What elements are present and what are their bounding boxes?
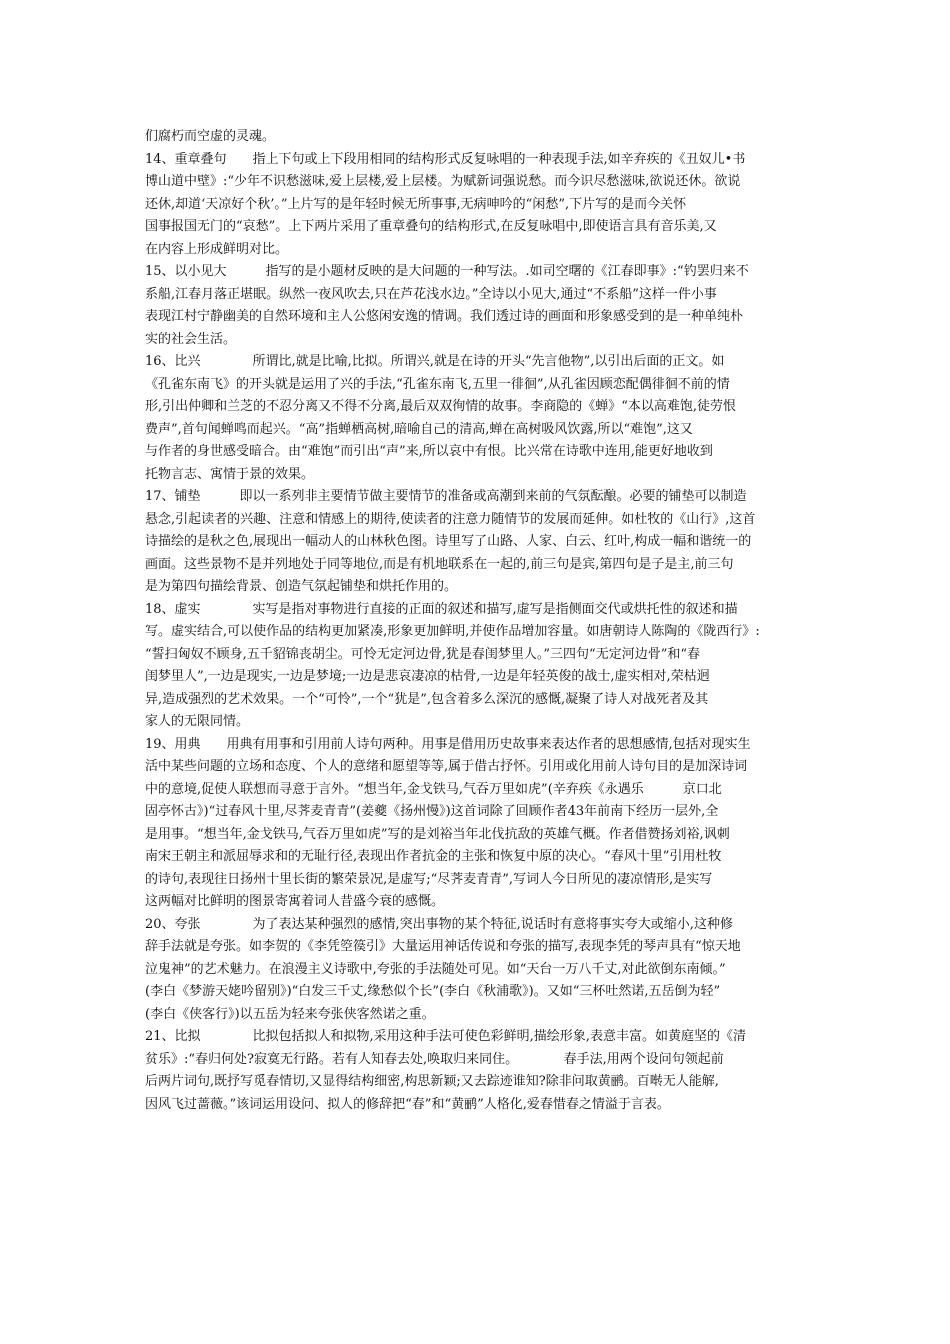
text-line: 形,引出仲卿和兰芝的不忍分离又不得不分离,最后双双徇情的故事。李商隐的《蝉》“本以高难饱,徒劳恨 (145, 399, 737, 414)
text-line: 固亭怀古》)“过春风十里,尽荠麦青青”(姜夔《扬州慢》)这首词除了回顾作者43年前南下经历一层外,全 (145, 804, 719, 819)
text-line: 家人的无限同情。 (145, 714, 250, 729)
text-line: 表现江村宁静幽美的自然环境和主人公悠闲安逸的情调。我们透过诗的画面和形象感受到的是一种单纯朴 (145, 309, 744, 324)
text-line: 系船,江春月落正堪眠。纵然一夜风吹去,只在芦花浅水边。”全诗以小见大,通过“不系船”这样一件小事 (145, 286, 717, 302)
text-line: 这两幅对比鲜明的图景寄寓着词人昔盛今衰的感慨。 (145, 894, 445, 909)
text-line: 闺梦里人”,一边是现实,一边是梦境;一边是悲哀凄凉的枯骨,一边是年轻英俊的战士,虚实相对,荣枯迥 (145, 669, 710, 684)
document-body (145, 126, 817, 1116)
text-line: 15、以小见大 指写的是小题材反映的是大问题的一种写法。.如司空曙的《江春即事》:“钓罢归来不 (145, 264, 749, 279)
text-line: 写。虚实结合,可以使作品的结构更加紧凑,形象更加鲜明,并使作品增加容量。如唐朝诗人陈陶的《陇西行》: (145, 624, 760, 639)
text-line: 博山道中壁》:“少年不识愁滋味,爱上层楼,爱上层楼。为赋新词强说愁。而今识尽愁滋味,欲说还休。欲说 (145, 174, 741, 189)
text-line: 《孔雀东南飞》的开头就是运用了兴的手法,“孔雀东南飞,五里一徘徊”,从孔雀因顾恋配偶徘徊不前的情 (145, 376, 730, 392)
text-line: 是为第四句描绘背景、创造气氛起铺垫和烘托作用的。 (145, 579, 458, 594)
text-line: 画面。这些景物不是并列地处于同等地位,而是有机地联系在一起的,前三句是宾,第四句是子是主,前三句 (145, 556, 734, 572)
text-line: 还休,却道‘天凉好个秋’。”上片写的是年轻时候无所事事,无病呻吟的“闲愁”,下片写的是而今关怀 (145, 196, 687, 212)
text-line: 20、夸张 为了表达某种强烈的感情,突出事物的某个特征,说话时有意将事实夸大或缩小,这种修 (145, 916, 733, 932)
text-line: 费声”,首句闻蝉鸣而起兴。“高”指蝉栖高树,暗喻自己的清高,蝉在高树吸风饮露,所以“难饱”,这又 (145, 421, 693, 437)
text-line: 国事报国无门的“哀愁”。上下两片采用了重章叠句的结构形式,在反复咏唱中,即使语言具有音乐美,又 (145, 219, 717, 234)
text-line: 托物言志、寓情于景的效果。 (145, 466, 315, 482)
text-line: 因风飞过蔷薇。”该词运用设问、拟人的修辞把“春”和“黄鹂”人格化,爱春惜春之情溢于言表。 (145, 1096, 670, 1112)
text-line: 后两片词句,既抒写觅春情切,又显得结构细密,构思新颖;又去踪迹谁知?除非问取黄鹂。百啭无人能解, (145, 1074, 719, 1089)
text-line: 17、铺垫 即以一系列非主要情节做主要情节的准备或高潮到来前的气氛酝酿。必要的铺垫可以制造 (145, 489, 747, 504)
text-line: 的诗句,表现往日扬州十里长街的繁荣景况,是虚写;“尽荠麦青青”,写词人今日所见的凄凉情形,是实写 (145, 871, 713, 887)
text-line: 实的社会生活。 (145, 331, 237, 347)
text-line: 21、比拟 比拟包括拟人和拟物,采用这种手法可使色彩鲜明,描绘形象,表意丰富。如黄庭坚的《清 (145, 1029, 746, 1044)
text-line: 悬念,引起读者的兴趣、注意和情感上的期待,使读者的注意力随情节的发展而延伸。如杜牧的《山行》,这首 (145, 511, 756, 527)
text-line: 诗描绘的是秋之色,展现出一幅动人的山林秋色图。诗里写了山路、人家、白云、红叶,构成一幅和谐统一的 (145, 534, 752, 549)
text-line: 中的意境,促使人联想而寻意于言外。“想当年,金戈铁马,气吞万里如虎”(辛弃疾《永遇乐 京口北 (145, 781, 722, 797)
text-line: (李白《梦游天姥吟留别》)“白发三千丈,缘愁似个长”(李白《秋浦歌》)。又如“三杯吐然诺,五岳倒为轻” (145, 984, 721, 999)
text-line: 泣鬼神”的艺术魅力。在浪漫主义诗歌中,夸张的手法随处可见。如“天台一万八千丈,对此欲倒东南倾。” (145, 961, 726, 977)
text-line: 18、虚实 实写是指对事物进行直接的正面的叙述和描写,虚写是指侧面交代或烘托性的叙述和描 (145, 601, 738, 617)
text-line: 辞手法就是夸张。如李贺的《李凭箜篌引》大量运用神话传说和夸张的描写,表现李凭的琴声具有“惊天地 (145, 939, 741, 954)
text-line: 是用事。“想当年,金戈铁马,气吞万里如虎”写的是刘裕当年北伐抗敌的英雄气概。作者借赞扬刘裕,讽刺 (145, 826, 730, 842)
text-line: “誓扫匈奴不顾身,五千貂锦丧胡尘。可怜无定河边骨,犹是春闺梦里人。”三四句“无定河边骨”和“春 (145, 646, 700, 662)
text-line: 与作者的身世感受暗合。由“难饱”而引出“声”来,所以哀中有恨。比兴常在诗歌中连用,能更好地收到 (145, 444, 713, 459)
text-line: 南宋王朝主和派屈辱求和的无耻行径,表现出作者抗金的主张和恢复中原的决心。“春风十里”引用杜牧 (145, 849, 722, 864)
text-line: 14、重章叠句 指上下句或上下段用相同的结构形式反复咏唱的一种表现手法,如辛弃疾的《丑奴儿•书 (145, 151, 746, 167)
text-line: 16、比兴 所谓比,就是比喻,比拟。所谓兴,就是在诗的开头“先言他物”,以引出后面的正文。如 (145, 354, 725, 369)
text-line: 19、用典 用典有用事和引用前人诗句两种。用事是借用历史故事来表达作者的思想感情,包括对现实生 (145, 736, 751, 752)
text-line: 活中某些问题的立场和态度、个人的意绪和愿望等等,属于借古抒怀。引用或化用前人诗句目的是加深诗词 (145, 759, 748, 774)
text-line: 们腐朽而空虚的灵魂。 (145, 129, 276, 144)
text-line: (李白《侠客行》)以五岳为轻来夸张侠客然诺之重。 (145, 1006, 435, 1022)
text-line: 在内容上形成鲜明对比。 (145, 241, 289, 257)
text-line: 异,造成强烈的艺术效果。一个“可怜”,一个“犹是”,包含着多么深沉的感慨,凝聚了诗人对战死者及其 (145, 691, 709, 707)
text-line: 贫乐》:“春归何处?寂寞无行路。若有人知春去处,唤取归来同住。 春手法,用两个设问句领起前 (145, 1051, 724, 1067)
